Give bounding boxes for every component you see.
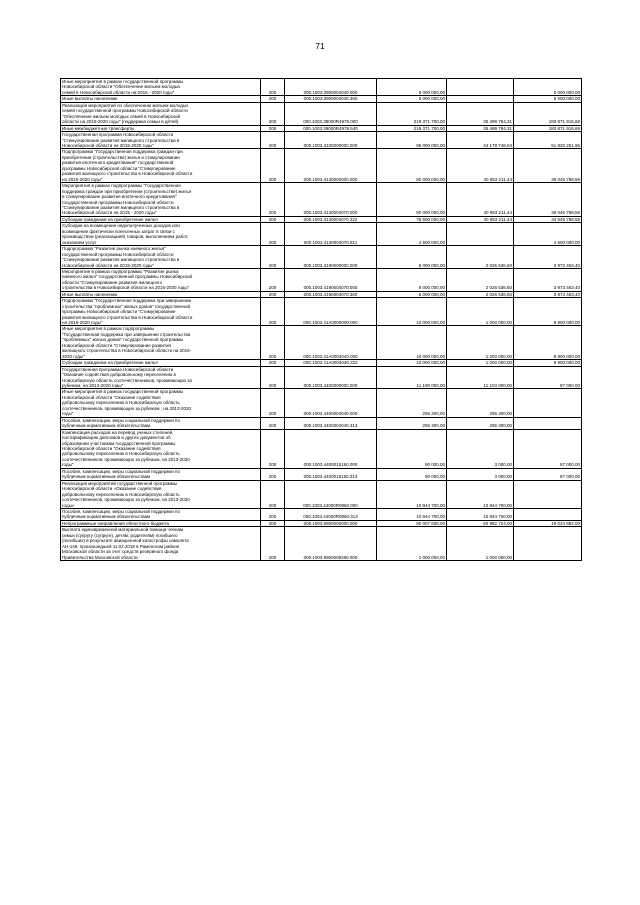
row-executed-amount-cell: 255 300,00: [447, 417, 514, 429]
table-row: [61, 429, 582, 468]
row-code-cell: 200: [261, 508, 285, 520]
row-code-cell: 200: [261, 326, 285, 360]
row-approved-amount-cell: 80 000 000,00: [377, 183, 447, 217]
row-unexecuted-amount-cell: 87 000,00: [514, 429, 582, 468]
row-executed-amount-cell: 40 953 211,44: [447, 216, 514, 222]
row-code-cell: 200: [261, 520, 285, 526]
row-unexecuted-amount-cell: [514, 389, 582, 417]
table-row: [61, 527, 582, 561]
table-row: [61, 480, 582, 508]
row-unexecuted-amount-cell: [514, 480, 582, 508]
row-unexecuted-amount-cell: 19 024 882,00: [514, 520, 582, 526]
table-row: [61, 389, 582, 417]
row-code-cell: 200: [261, 96, 285, 102]
row-code-cell: 200: [261, 132, 285, 149]
row-executed-amount-cell: 35 499 784,31: [447, 102, 514, 125]
row-classification-cell: 000.1003.39000R4979.540: [285, 125, 377, 131]
row-classification-cell: 000.1003.9900008260.000: [285, 527, 377, 561]
row-code-cell: 200: [261, 246, 285, 269]
row-executed-amount-cell: 11 103 000,00: [447, 366, 514, 389]
table-row: [61, 223, 582, 246]
row-name-cell: Пособия, компенсации, меры социальной поддержки по публичным нормативным обязательствам: [61, 468, 261, 480]
row-name-cell: Субсидии на возмещение недополученных доходов или возмещение фактически понесенных затрат в связи с производством (реализацией) товаров, выполнением работ, оказанием услуг: [61, 223, 261, 246]
row-name-cell: Подпрограмма "Развитие рынка наемного жилья" государственной программы Новосибирской области "Стимулирование развития жилищного строительства в Новосибирской области на 2015-2020 годы": [61, 246, 261, 269]
row-approved-amount-cell: 6 000 000,00: [377, 268, 447, 291]
table-row: [61, 468, 582, 480]
row-approved-amount-cell: 10 000 000,00: [377, 360, 447, 366]
row-name-cell: Компенсация расходов на перевод ученых степеней, ностирификацию дипломов и других документов об образовании участникам государственной программы Новосибирской области "Оказание содействия добровольному переселению в Новосибирскую область соотечественников, проживающих за рубежом, на 2013-2020 годы": [61, 429, 261, 468]
row-code-cell: 200: [261, 429, 285, 468]
row-executed-amount-cell: 2 026 536,60: [447, 291, 514, 297]
row-unexecuted-amount-cell: 34 546 788,56: [514, 216, 582, 222]
row-code-cell: 200: [261, 183, 285, 217]
row-classification-cell: 000.1003.3900004040.360: [285, 96, 377, 102]
row-classification-cell: 000.1003.4400004040.313: [285, 417, 377, 429]
row-name-cell: Государственная программа Новосибирской области "Стимулирование развития жилищного строительства в Новосибирской области на 2015-2020 годы": [61, 132, 261, 149]
row-executed-amount-cell: 1 200 000,00: [447, 360, 514, 366]
row-approved-amount-cell: 10 000 000,00: [377, 298, 447, 326]
row-unexecuted-amount-cell: 3 973 463,40: [514, 291, 582, 297]
row-name-cell: Выплата единовременной материальной помощи членам семьи (супругу (супруге), детям, родителям) погибшего (погибших) в результате авиационной катастрофы самолета АН-148, произошедшей 11.02.2018 в Раменском районе Московской области за счет средств резервного фонда Правительства Московской области: [61, 527, 261, 561]
row-code-cell: 200: [261, 480, 285, 508]
row-executed-amount-cell: 44 179 748,04: [447, 132, 514, 149]
row-executed-amount-cell: 60 982 724,00: [447, 520, 514, 526]
row-unexecuted-amount-cell: [514, 508, 582, 520]
row-code-cell: 200: [261, 360, 285, 366]
table-row: [61, 79, 582, 96]
row-approved-amount-cell: 5 000 000,00: [377, 79, 447, 96]
row-code-cell: 200: [261, 468, 285, 480]
row-classification-cell: 000.1003.39000R4979.000: [285, 102, 377, 125]
table-row: [61, 268, 582, 291]
row-classification-cell: 000.1003.4130004070.322: [285, 216, 377, 222]
row-name-cell: Пособия, компенсации, меры социальной поддержки по публичным нормативным обязательствам: [61, 508, 261, 520]
row-executed-amount-cell: 3 000,00: [447, 468, 514, 480]
row-name-cell: Подпрограмма "Государственная поддержка при завершении строительства "проблемных" жилых домов" государственной программы Новосибирской области "Стимулирование развития жилищного строительства в Новосибирской области на 2015-2020 годы": [61, 298, 261, 326]
row-approved-amount-cell: 11 190 000,00: [377, 366, 447, 389]
row-executed-amount-cell: 1 200 000,00: [447, 326, 514, 360]
row-classification-cell: 000.1003.4190004070.360: [285, 291, 377, 297]
row-code-cell: 200: [261, 389, 285, 417]
table-row: [61, 149, 582, 183]
row-approved-amount-cell: 255 300,00: [377, 389, 447, 417]
row-approved-amount-cell: 10 844 700,00: [377, 508, 447, 520]
row-executed-amount-cell: 40 953 211,44: [447, 183, 514, 217]
row-name-cell: Иные выплаты населению: [61, 291, 261, 297]
row-code-cell: 200: [261, 223, 285, 246]
row-name-cell: Подпрограмма "Государственная поддержка граждан при приобретении (строительстве) жилья и стимулирование развития ипотечного кредитования" государственной программы Новосибирской области "Стимулирование развития жилищного строительства в Новосибирской области на 2015-2020 годы": [61, 149, 261, 183]
row-classification-cell: 000.1003.4400015160.000: [285, 429, 377, 468]
row-approved-amount-cell: 4 500 000,00: [377, 223, 447, 246]
row-unexecuted-amount-cell: [514, 417, 582, 429]
row-executed-amount-cell: 10 844 700,00: [447, 480, 514, 508]
row-unexecuted-amount-cell: 39 046 788,56: [514, 149, 582, 183]
row-classification-cell: 000.1003.4400015160.313: [285, 468, 377, 480]
row-classification-cell: 000.1003.4190004070.000: [285, 268, 377, 291]
row-classification-cell: 000.1003.4130004070.000: [285, 183, 377, 217]
row-unexecuted-amount-cell: 51 820 251,96: [514, 132, 582, 149]
row-executed-amount-cell: [447, 223, 514, 246]
row-classification-cell: 000.1003.3900004040.000: [285, 79, 377, 96]
row-executed-amount-cell: 3 000,00: [447, 429, 514, 468]
table-row: [61, 298, 582, 326]
row-code-cell: 200: [261, 366, 285, 389]
row-unexecuted-amount-cell: 87 000,00: [514, 366, 582, 389]
row-classification-cell: 000.1003.4130004070.811: [285, 223, 377, 246]
row-name-cell: Иные мероприятия в рамках государственной программы Новосибирской области "Оказание содействия добровольному переселению в Новосибирскую область соотечественников, проживающих за рубежом , на 2013-2020 годы": [61, 389, 261, 417]
row-approved-amount-cell: 90 000,00: [377, 429, 447, 468]
row-name-cell: Субсидии гражданам на приобретение жилья: [61, 216, 261, 222]
row-classification-cell: 000.1003.4100000000.000: [285, 132, 377, 149]
row-classification-cell: 000.1003.4190000000.000: [285, 246, 377, 269]
row-executed-amount-cell: 1 200 000,00: [447, 298, 514, 326]
row-name-cell: Мероприятия в рамках подпрограммы "Развитие рынка наемного жилья" государственной программы Новосибирской области "Стимулирование развития жилищного строительства в Новосибирской области на 2015-2020 годы": [61, 268, 261, 291]
table-row: [61, 183, 582, 217]
table-row: [61, 520, 582, 526]
row-approved-amount-cell: 219 371 700,00: [377, 102, 447, 125]
row-approved-amount-cell: 75 500 000,00: [377, 216, 447, 222]
row-approved-amount-cell: 96 000 000,00: [377, 132, 447, 149]
row-name-cell: Реализация мероприятий государственной программы Новосибирской области «Оказание содействия добровольному переселению в Новосибирскую область соотечественников, проживающих за рубежом, на 2013-2020 годы»: [61, 480, 261, 508]
row-approved-amount-cell: 10 000 000,00: [377, 326, 447, 360]
row-approved-amount-cell: 1 000 000,00: [377, 527, 447, 561]
row-code-cell: 200: [261, 291, 285, 297]
row-name-cell: Государственная программа Новосибирской области "Оказание содействия добровольному переселению в Новосибирскую область соотечественников, проживающих за рубежом, на 2013-2020 годы": [61, 366, 261, 389]
row-executed-amount-cell: [447, 79, 514, 96]
row-classification-cell: 000.1003.44000R0860.000: [285, 480, 377, 508]
row-approved-amount-cell: 5 000 000,00: [377, 96, 447, 102]
table-row: [61, 360, 582, 366]
budget-execution-table: [60, 78, 582, 561]
row-classification-cell: 000.1003.4130000000.000: [285, 149, 377, 183]
row-approved-amount-cell: 219 371 700,00: [377, 125, 447, 131]
row-code-cell: 200: [261, 149, 285, 183]
row-classification-cell: 000.1003.9900000000.000: [285, 520, 377, 526]
page-number: 71: [315, 41, 325, 51]
table-row: [61, 246, 582, 269]
row-executed-amount-cell: 35 499 784,31: [447, 125, 514, 131]
row-unexecuted-amount-cell: [514, 527, 582, 561]
row-executed-amount-cell: 2 026 536,60: [447, 268, 514, 291]
row-executed-amount-cell: 40 953 211,44: [447, 149, 514, 183]
row-name-cell: Иные мероприятия в рамках подпрограммы "Государственная поддержка при завершении строительства "проблемных" жилых домов" государственной программы Новосибирской области "Стимулирование развития жилищного строительства в Новосибирской области на 2015- 2020 годы": [61, 326, 261, 360]
row-approved-amount-cell: 10 844 700,00: [377, 480, 447, 508]
row-unexecuted-amount-cell: 183 871 915,69: [514, 102, 582, 125]
row-code-cell: 200: [261, 268, 285, 291]
table-row: [61, 326, 582, 360]
row-code-cell: 200: [261, 527, 285, 561]
row-unexecuted-amount-cell: 5 000 000,00: [514, 96, 582, 102]
row-unexecuted-amount-cell: 3 973 463,40: [514, 246, 582, 269]
row-classification-cell: 000.1003.41А0000000.000: [285, 298, 377, 326]
row-approved-amount-cell: 6 000 000,00: [377, 291, 447, 297]
row-code-cell: 200: [261, 102, 285, 125]
row-approved-amount-cell: 90 000,00: [377, 468, 447, 480]
row-approved-amount-cell: 80 007 606,00: [377, 520, 447, 526]
row-name-cell: Непрограммные направления областного бюджета: [61, 520, 261, 526]
row-code-cell: 200: [261, 298, 285, 326]
row-name-cell: Пособия, компенсации, меры социальной поддержки по публичным нормативным обязательствам: [61, 417, 261, 429]
row-unexecuted-amount-cell: 5 000 000,00: [514, 79, 582, 96]
row-unexecuted-amount-cell: 8 800 000,00: [514, 326, 582, 360]
table-row: [61, 132, 582, 149]
row-name-cell: Реализация мероприятий по обеспечению жильем молодых семей государственной программы Новосибирской области "Обеспечение жильем молодых семей в Новосибирской области на 2015-2020 годы" (поддержка семьи и детей): [61, 102, 261, 125]
row-executed-amount-cell: 10 844 700,00: [447, 508, 514, 520]
table-row: [61, 508, 582, 520]
row-classification-cell: 000.1003.44000R0860.313: [285, 508, 377, 520]
row-classification-cell: 000.1003.4400004040.000: [285, 389, 377, 417]
row-name-cell: Иные межбюджетные трансферты: [61, 125, 261, 131]
row-unexecuted-amount-cell: 8 800 000,00: [514, 298, 582, 326]
row-name-cell: Мероприятия в рамках подпрограммы "Государственная поддержка граждан при приобретении (строительстве) жилья и стимулирование развития ипотечного кредитования" государственной программы Новосибирской области "Стимулирование развития жилищного строительства в Новосибирской области на 2015 - 2020 годы": [61, 183, 261, 217]
row-executed-amount-cell: 1 000 000,00: [447, 527, 514, 561]
row-name-cell: Иные выплаты населению: [61, 96, 261, 102]
row-classification-cell: 000.1003.41А0004040.322: [285, 360, 377, 366]
row-code-cell: 200: [261, 125, 285, 131]
table-row: [61, 216, 582, 222]
row-executed-amount-cell: 255 300,00: [447, 389, 514, 417]
row-unexecuted-amount-cell: 87 000,00: [514, 468, 582, 480]
table-row: [61, 102, 582, 125]
row-unexecuted-amount-cell: 8 800 000,00: [514, 360, 582, 366]
table-body: [61, 79, 582, 561]
table-row: [61, 417, 582, 429]
table-row: [61, 366, 582, 389]
row-classification-cell: 000.1003.4400000000.000: [285, 366, 377, 389]
row-unexecuted-amount-cell: 3 973 463,40: [514, 268, 582, 291]
row-classification-cell: 000.1003.41А0004040.000: [285, 326, 377, 360]
row-name-cell: Иные мероприятия в рамках государственной программы Новосибирской области "Обеспечение жильем молодых семей в Новосибирской области на 2015 - 2020 годы": [61, 79, 261, 96]
row-name-cell: Субсидии гражданам на приобретение жилья: [61, 360, 261, 366]
row-approved-amount-cell: 80 000 000,00: [377, 149, 447, 183]
row-approved-amount-cell: 255 300,00: [377, 417, 447, 429]
row-unexecuted-amount-cell: 183 871 915,69: [514, 125, 582, 131]
row-approved-amount-cell: 6 000 000,00: [377, 246, 447, 269]
row-unexecuted-amount-cell: 4 500 000,00: [514, 223, 582, 246]
row-code-cell: 200: [261, 216, 285, 222]
row-unexecuted-amount-cell: 39 046 788,56: [514, 183, 582, 217]
row-code-cell: 200: [261, 79, 285, 96]
row-executed-amount-cell: 2 026 536,60: [447, 246, 514, 269]
row-code-cell: 200: [261, 417, 285, 429]
